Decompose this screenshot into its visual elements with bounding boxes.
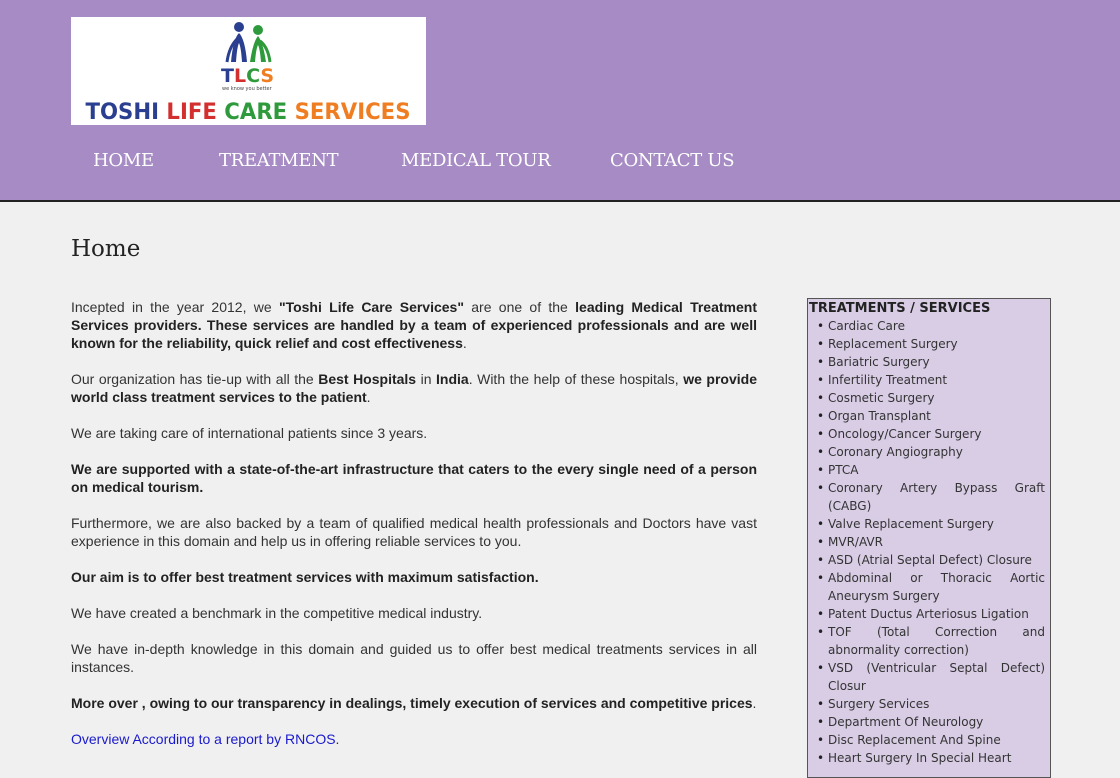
nav-treatment[interactable]: TREATMENT	[219, 150, 339, 171]
treatment-item[interactable]: • Coronary Angiography	[828, 443, 1045, 461]
transparency-paragraph: More over , owing to our transparency in dealings, timely execution of services and competitive prices.	[71, 695, 757, 711]
treatment-item[interactable]: • Cardiac Care	[828, 317, 1045, 335]
treatment-item[interactable]: • MVR/AVR	[828, 533, 1045, 551]
logo-tagline: we know you better	[222, 86, 272, 92]
main-content	[71, 298, 757, 766]
logo-abbr: TLCS	[221, 65, 275, 87]
logo-graphic	[71, 17, 426, 125]
treatment-item[interactable]: • Cosmetic Surgery	[828, 389, 1045, 407]
treatment-item[interactable]: • Heart Surgery In Special Heart	[828, 749, 1045, 767]
people-icon	[227, 22, 270, 62]
treatment-item[interactable]: • Coronary Artery Bypass Graft (CABG)	[828, 479, 1045, 515]
treatment-item[interactable]: • VSD (Ventricular Septal Defect) Closur	[828, 659, 1045, 695]
treatment-item[interactable]: • Surgery Services	[828, 695, 1045, 713]
team-paragraph: Furthermore, we are also backed by a team of qualified medical health professionals and Doctors have vast experience in this domain and help us in offering reliable services to you.	[71, 515, 757, 549]
treatment-item[interactable]: • ASD (Atrial Septal Defect) Closure	[828, 551, 1045, 569]
treatment-item[interactable]: • Oncology/Cancer Surgery	[828, 425, 1045, 443]
overview-paragraph: Overview According to a report by RNCOS.	[71, 731, 340, 747]
logo[interactable]	[71, 17, 426, 125]
page-title: Home	[71, 236, 141, 262]
knowledge-paragraph: We have in-depth knowledge in this domain and guided us to offer best medical treatments services in all instances.	[71, 641, 757, 675]
hospitals-paragraph: Our organization has tie-up with all the Best Hospitals in India. With the help of these hospitals, we provide world class treatment services to the patient.	[71, 371, 757, 405]
treatment-item[interactable]: • Patent Ductus Arteriosus Ligation	[828, 605, 1045, 623]
nav-home[interactable]: HOME	[93, 150, 154, 171]
treatments-list	[808, 317, 1050, 767]
sidebar-heading: TREATMENTS / SERVICES	[809, 301, 991, 316]
overview-link[interactable]: Overview According to a report by RNCOS	[71, 731, 336, 747]
treatment-item[interactable]: • Bariatric Surgery	[828, 353, 1045, 371]
treatment-item[interactable]: • Department Of Neurology	[828, 713, 1045, 731]
benchmark-paragraph: We have created a benchmark in the competitive medical industry.	[71, 605, 483, 621]
international-paragraph: We are taking care of international patients since 3 years.	[71, 425, 428, 441]
infrastructure-paragraph: We are supported with a state-of-the-art infrastructure that caters to the every single need of a person on medical tourism.	[71, 461, 757, 495]
site-header	[0, 0, 1120, 202]
aim-paragraph: Our aim is to offer best treatment services with maximum satisfaction.	[71, 569, 539, 585]
intro-paragraph: Incepted in the year 2012, we "Toshi Life Care Services" are one of the leading Medical Treatment Services providers. These services are handled by a team of experienced professionals and are well known for the reliability, quick relief and cost effectiveness.	[71, 299, 757, 351]
treatment-item[interactable]: • Disc Replacement And Spine	[828, 731, 1045, 749]
nav-medical-tour[interactable]: MEDICAL TOUR	[401, 150, 551, 171]
treatment-item[interactable]: • Organ Transplant	[828, 407, 1045, 425]
treatment-item[interactable]: • TOF (Total Correction and abnormality correction)	[828, 623, 1045, 659]
treatment-item[interactable]: • Infertility Treatment	[828, 371, 1045, 389]
nav-contact-us[interactable]: CONTACT US	[610, 150, 735, 171]
treatment-item[interactable]: • Replacement Surgery	[828, 335, 1045, 353]
treatments-sidebar	[807, 298, 1051, 778]
treatment-item[interactable]: • PTCA	[828, 461, 1045, 479]
treatment-item[interactable]: • Valve Replacement Surgery	[828, 515, 1045, 533]
treatment-item[interactable]: • Abdominal or Thoracic Aortic Aneurysm Surgery	[828, 569, 1045, 605]
logo-name: TOSHI LIFE CARE SERVICES	[85, 100, 415, 125]
